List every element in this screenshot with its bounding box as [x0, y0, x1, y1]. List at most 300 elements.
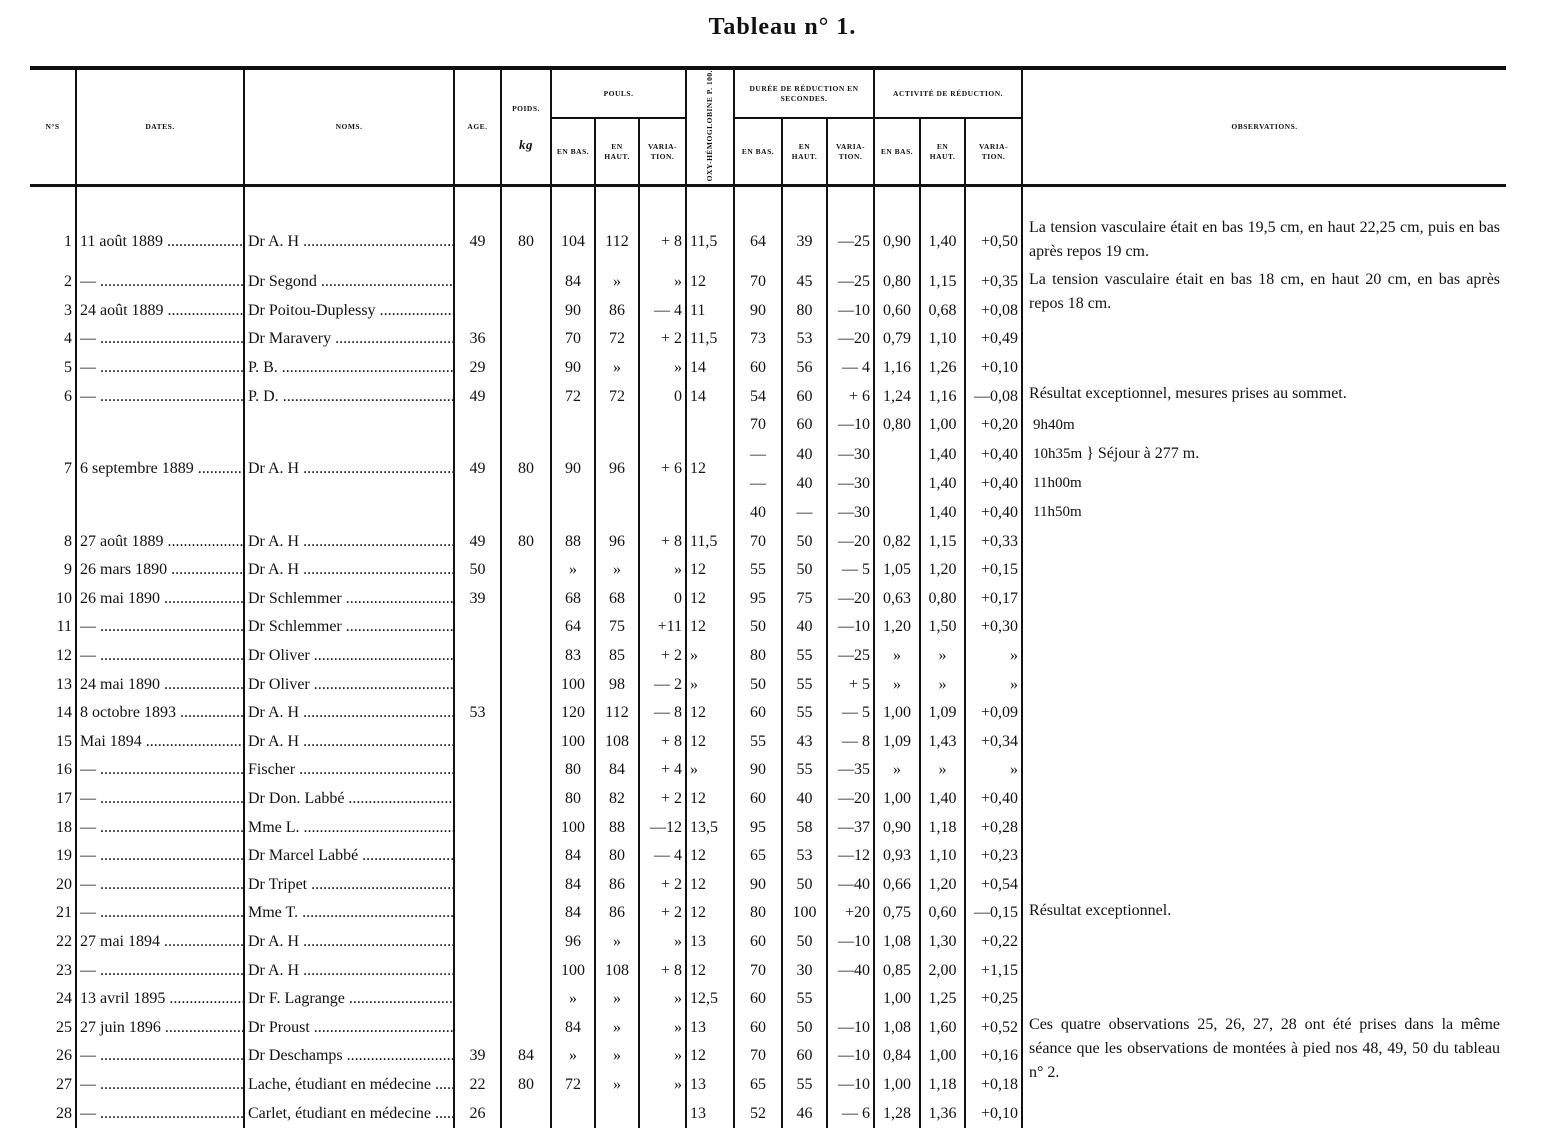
row-duree-var: —20	[827, 785, 874, 814]
row-duree-haut: 45	[782, 268, 827, 297]
row-date: 13 avril 1895 .....	[76, 985, 244, 1014]
row-pouls-bas: 100	[551, 956, 595, 985]
row-poids	[501, 728, 551, 757]
row-act-bas: 0,82	[874, 527, 920, 556]
row-pouls-haut: »	[595, 928, 639, 957]
row-age: 49	[454, 527, 501, 556]
row-duree-var: —30	[827, 440, 874, 469]
row-age: 22	[454, 1071, 501, 1100]
row-pouls-bas: 68	[551, 585, 595, 614]
table-row	[30, 842, 1506, 871]
row-pouls-haut: 88	[595, 813, 639, 842]
row-observation	[1022, 785, 1506, 814]
row-duree-var: —30	[827, 498, 874, 527]
row-oxy: 11,5	[686, 216, 734, 268]
row-pouls-bas: 90	[551, 296, 595, 325]
row-name: Dr Maravery .....	[244, 325, 454, 354]
row-pouls-haut: 98	[595, 670, 639, 699]
table-row	[30, 325, 1506, 354]
header-pouls: POULS.	[551, 70, 686, 118]
row-age: 29	[454, 354, 501, 383]
row-oxy: 12	[686, 899, 734, 928]
row-number: 25	[30, 1013, 76, 1042]
row-observation	[1022, 325, 1506, 354]
table-row	[30, 899, 1506, 928]
row-act-var: +0,52	[965, 1013, 1022, 1042]
row-poids	[501, 699, 551, 728]
row-act-var: +0,09	[965, 699, 1022, 728]
row-pouls-var: + 2	[639, 642, 686, 671]
row-observation	[1022, 642, 1506, 671]
row-act-var: +0,54	[965, 870, 1022, 899]
row-act-bas: 0,90	[874, 813, 920, 842]
row-duree-bas: 55	[734, 556, 782, 585]
row-pouls-bas: 100	[551, 728, 595, 757]
row-act-var: +0,28	[965, 813, 1022, 842]
row-pouls-haut	[595, 1099, 639, 1128]
row-oxy: 13	[686, 1071, 734, 1100]
row-duree-var: —20	[827, 527, 874, 556]
row-pouls-bas: 84	[551, 870, 595, 899]
row-duree-haut: 53	[782, 325, 827, 354]
row-observation	[1022, 411, 1506, 440]
table-row	[30, 813, 1506, 842]
row-duree-var: —25	[827, 268, 874, 297]
row-duree-bas: 65	[734, 1071, 782, 1100]
row-duree-haut: 100	[782, 899, 827, 928]
row-act-haut: 1,40	[920, 440, 965, 469]
row-number: 14	[30, 699, 76, 728]
table-row	[30, 382, 1506, 411]
row-pouls-var: »	[639, 556, 686, 585]
row-duree-var: —10	[827, 1013, 874, 1042]
row-number: 19	[30, 842, 76, 871]
row-pouls-haut: »	[595, 1013, 639, 1042]
row-pouls-var: — 8	[639, 699, 686, 728]
row-pouls-haut: 108	[595, 956, 639, 985]
table-row	[30, 670, 1506, 699]
row-age: 39	[454, 585, 501, 614]
row-duree-haut: 30	[782, 956, 827, 985]
row-date: — .....	[76, 870, 244, 899]
row-pouls-bas: 80	[551, 756, 595, 785]
row-act-haut: 1,25	[920, 985, 965, 1014]
row-pouls-haut: »	[595, 354, 639, 383]
row-act-var: »	[965, 670, 1022, 699]
row-act-bas: 0,93	[874, 842, 920, 871]
header-poids-unit: kg	[519, 137, 533, 153]
row-oxy: 12	[686, 1042, 734, 1071]
row-pouls-var: + 2	[639, 870, 686, 899]
row-duree-bas: 50	[734, 613, 782, 642]
row-duree-var: —10	[827, 928, 874, 957]
header-duree-haut: EN HAUT.	[782, 118, 827, 185]
table-row	[30, 756, 1506, 785]
row-act-bas: 0,63	[874, 585, 920, 614]
row-act-bas: 1,00	[874, 699, 920, 728]
row-oxy: 12	[686, 956, 734, 985]
row-duree-var: —30	[827, 469, 874, 498]
row-oxy: 13	[686, 928, 734, 957]
table-row	[30, 699, 1506, 728]
row-duree-haut: 60	[782, 382, 827, 411]
row-act-haut: 0,80	[920, 585, 965, 614]
row-duree-var: —37	[827, 813, 874, 842]
row-name: Mme T. .....	[244, 899, 454, 928]
row-act-bas: 0,66	[874, 870, 920, 899]
row-act-haut: »	[920, 642, 965, 671]
row-pouls-haut: 86	[595, 899, 639, 928]
row-pouls-var: + 8	[639, 527, 686, 556]
row-poids	[501, 585, 551, 614]
row-poids	[501, 296, 551, 325]
row-observation	[1022, 699, 1506, 728]
row-pouls-var: + 8	[639, 728, 686, 757]
row-poids	[501, 756, 551, 785]
table-row	[30, 585, 1506, 614]
row-date: — .....	[76, 382, 244, 411]
row-number: 7	[30, 411, 76, 528]
row-name: Dr Deschamps .....	[244, 1042, 454, 1071]
header-noms: NOMS.	[244, 70, 454, 186]
header-duree-bas: EN BAS.	[734, 118, 782, 185]
row-name: Dr Tripet .....	[244, 870, 454, 899]
row-duree-bas: 60	[734, 1013, 782, 1042]
row-act-var: +0,17	[965, 585, 1022, 614]
row-act-bas: 0,90	[874, 216, 920, 268]
row-number: 23	[30, 956, 76, 985]
row-duree-var: — 8	[827, 728, 874, 757]
header-pouls-var: VARIA-TION.	[639, 118, 686, 185]
row-name: Dr Schlemmer .....	[244, 585, 454, 614]
row-pouls-var: + 2	[639, 325, 686, 354]
row-duree-bas: 64	[734, 216, 782, 268]
row-act-haut: 1,10	[920, 325, 965, 354]
observation-text: Séjour à 277 m.	[1097, 445, 1200, 463]
row-number: 20	[30, 870, 76, 899]
row-pouls-var: —12	[639, 813, 686, 842]
row-name: P. D. .....	[244, 382, 454, 411]
table-frame	[30, 66, 1506, 1122]
header-oxy	[686, 70, 734, 186]
row-duree-bas: 80	[734, 899, 782, 928]
row-duree-bas: 95	[734, 585, 782, 614]
row-date: 26 mai 1890 .....	[76, 585, 244, 614]
row-pouls-var: 0	[639, 382, 686, 411]
row-poids	[501, 842, 551, 871]
row-poids	[501, 1013, 551, 1042]
row-observation: La tension vasculaire était en bas 19,5 cm, en haut 22,25 cm, puis en bas après repos 19 cm.	[1029, 219, 1501, 261]
row-pouls-bas: 64	[551, 613, 595, 642]
row-date: — .....	[76, 1099, 244, 1128]
row-age: 53	[454, 699, 501, 728]
row-date: — .....	[76, 642, 244, 671]
row-act-bas: 1,00	[874, 785, 920, 814]
row-duree-var: —10	[827, 1071, 874, 1100]
row-oxy: 12	[686, 842, 734, 871]
row-duree-haut: 40	[782, 469, 827, 498]
time-label: 11h00m	[1033, 475, 1082, 492]
row-duree-bas: 70	[734, 956, 782, 985]
row-act-haut: 1,15	[920, 527, 965, 556]
row-duree-bas: 52	[734, 1099, 782, 1128]
row-duree-haut: 46	[782, 1099, 827, 1128]
row-poids	[501, 613, 551, 642]
row-act-bas: »	[874, 756, 920, 785]
row-duree-haut: 50	[782, 527, 827, 556]
row-name: Lache, étudiant en médecine .....	[244, 1071, 454, 1100]
header-oxy-label: OXY-HÉMOGLOBINE P. 100.	[705, 70, 715, 182]
row-observation	[1022, 928, 1506, 957]
row-duree-bas: —	[734, 440, 782, 469]
row-poids	[501, 1099, 551, 1128]
row-name: Dr A. H .....	[244, 411, 454, 528]
row-act-haut: 1,09	[920, 699, 965, 728]
row-duree-var: —10	[827, 296, 874, 325]
row-pouls-var: — 4	[639, 842, 686, 871]
row-date: — .....	[76, 1071, 244, 1100]
row-duree-var: —10	[827, 1042, 874, 1071]
header-act-bas: EN BAS.	[874, 118, 920, 185]
row-pouls-haut: 108	[595, 728, 639, 757]
row-duree-haut: 43	[782, 728, 827, 757]
row-act-bas: 1,08	[874, 1013, 920, 1042]
row-pouls-bas: 70	[551, 325, 595, 354]
row-poids	[501, 956, 551, 985]
row-duree-bas: 95	[734, 813, 782, 842]
row-pouls-bas: 80	[551, 785, 595, 814]
row-act-haut: 1,50	[920, 613, 965, 642]
row-oxy: 11,5	[686, 527, 734, 556]
row-duree-bas: 70	[734, 527, 782, 556]
row-age	[454, 756, 501, 785]
row-observation	[1022, 813, 1506, 842]
row-act-haut: 1,40	[920, 498, 965, 527]
row-name: Dr A. H .....	[244, 527, 454, 556]
row-age	[454, 728, 501, 757]
row-age: 49	[454, 411, 501, 528]
row-act-bas: 1,16	[874, 354, 920, 383]
row-act-haut: »	[920, 670, 965, 699]
row-pouls-haut: 112	[595, 699, 639, 728]
row-observation	[1022, 440, 1506, 469]
row-age: 49	[454, 382, 501, 411]
data-table	[30, 70, 1506, 1128]
row-act-bas: 1,05	[874, 556, 920, 585]
time-label: 9h40m	[1033, 416, 1075, 433]
row-pouls-haut: 84	[595, 756, 639, 785]
row-pouls-bas: 84	[551, 1013, 595, 1042]
row-act-var: +0,18	[965, 1071, 1022, 1100]
row-duree-haut: 55	[782, 756, 827, 785]
row-oxy: 11	[686, 296, 734, 325]
row-age: 26	[454, 1099, 501, 1128]
table-row	[30, 785, 1506, 814]
row-act-bas: »	[874, 642, 920, 671]
row-duree-haut: 40	[782, 440, 827, 469]
header-pouls-haut: EN HAUT.	[595, 118, 639, 185]
row-pouls-var: »	[639, 1013, 686, 1042]
row-age	[454, 296, 501, 325]
row-duree-haut: 50	[782, 1013, 827, 1042]
row-pouls-haut: »	[595, 556, 639, 585]
row-date: 11 août 1889 .....	[76, 216, 244, 268]
row-duree-bas: 70	[734, 1042, 782, 1071]
row-pouls-var: + 8	[639, 216, 686, 268]
row-poids: 80	[501, 216, 551, 268]
row-act-haut: 0,68	[920, 296, 965, 325]
row-observation	[1022, 527, 1506, 556]
row-act-bas: 1,00	[874, 985, 920, 1014]
row-age	[454, 268, 501, 297]
row-name: Dr Segond .....	[244, 268, 454, 297]
row-number: 3	[30, 296, 76, 325]
row-name: Dr Marcel Labbé .....	[244, 842, 454, 871]
row-oxy: 14	[686, 382, 734, 411]
page-title: Tableau n° 1.	[708, 14, 857, 40]
row-duree-haut: 55	[782, 1071, 827, 1100]
row-act-var: +0,40	[965, 469, 1022, 498]
table-row	[30, 268, 1506, 297]
header-act-var: VARIA-TION.	[965, 118, 1022, 185]
row-name: Dr F. Lagrange .....	[244, 985, 454, 1014]
row-act-bas: 0,85	[874, 956, 920, 985]
row-date: 27 août 1889 .....	[76, 527, 244, 556]
row-duree-bas: 60	[734, 699, 782, 728]
row-date: — .....	[76, 842, 244, 871]
row-number: 21	[30, 899, 76, 928]
row-date: — .....	[76, 325, 244, 354]
row-act-haut: 1,26	[920, 354, 965, 383]
row-oxy: 12	[686, 613, 734, 642]
row-pouls-haut: 82	[595, 785, 639, 814]
row-duree-haut: 75	[782, 585, 827, 614]
row-duree-bas: 60	[734, 985, 782, 1014]
row-age: 36	[454, 325, 501, 354]
header-pouls-bas: EN BAS.	[551, 118, 595, 185]
row-name: Mme L. .....	[244, 813, 454, 842]
row-oxy: 12	[686, 699, 734, 728]
row-observation: La tension vasculaire était en bas 18 cm, en haut 20 cm, en bas après repos 18 cm.	[1029, 270, 1501, 312]
row-oxy: 13	[686, 1013, 734, 1042]
header-duree-var: VARIA-TION.	[827, 118, 874, 185]
row-age: 50	[454, 556, 501, 585]
row-duree-var: + 6	[827, 382, 874, 411]
table-row	[30, 613, 1506, 642]
row-act-haut: 1,18	[920, 813, 965, 842]
row-poids	[501, 325, 551, 354]
row-act-bas: 1,20	[874, 613, 920, 642]
header-age: AGE.	[454, 70, 501, 186]
row-pouls-haut: 72	[595, 325, 639, 354]
row-duree-haut: 53	[782, 842, 827, 871]
row-act-var: +0,40	[965, 498, 1022, 527]
row-pouls-haut: 80	[595, 842, 639, 871]
row-date: 27 juin 1896 .....	[76, 1013, 244, 1042]
row-pouls-bas: 100	[551, 813, 595, 842]
row-act-var: »	[965, 756, 1022, 785]
row-duree-haut: 50	[782, 870, 827, 899]
row-duree-haut: 58	[782, 813, 827, 842]
row-duree-haut: 39	[782, 216, 827, 268]
row-number: 22	[30, 928, 76, 957]
row-pouls-bas: »	[551, 985, 595, 1014]
row-date: — .....	[76, 1042, 244, 1071]
row-duree-haut: 80	[782, 296, 827, 325]
row-date: — .....	[76, 785, 244, 814]
row-act-haut: 1,30	[920, 928, 965, 957]
row-pouls-bas: 120	[551, 699, 595, 728]
row-pb: 90	[551, 411, 595, 528]
row-act-bas	[874, 440, 920, 469]
row-act-haut: 1,40	[920, 785, 965, 814]
row-pouls-bas: 84	[551, 899, 595, 928]
row-duree-bas: 90	[734, 296, 782, 325]
row-act-var: +0,16	[965, 1042, 1022, 1071]
row-act-var: +0,40	[965, 440, 1022, 469]
time-label: 11h50m	[1033, 504, 1082, 521]
row-date: — .....	[76, 756, 244, 785]
row-date: — .....	[76, 268, 244, 297]
row-duree-bas: 70	[734, 268, 782, 297]
row-duree-var: —20	[827, 585, 874, 614]
row-poids	[501, 268, 551, 297]
row-ph: 96	[595, 411, 639, 528]
row-date: 26 mars 1890 .....	[76, 556, 244, 585]
row-age	[454, 1013, 501, 1042]
row-duree-haut: 56	[782, 354, 827, 383]
row-duree-var: —35	[827, 756, 874, 785]
row-pouls-var	[639, 1099, 686, 1128]
row-name: Carlet, étudiant en médecine .....	[244, 1099, 454, 1128]
row-oxy: »	[686, 756, 734, 785]
row-pouls-haut: 112	[595, 216, 639, 268]
row-duree-bas: 65	[734, 842, 782, 871]
row-duree-bas: 80	[734, 642, 782, 671]
row-oxy: 12,5	[686, 985, 734, 1014]
row-observation	[1022, 613, 1506, 642]
row-act-haut: »	[920, 756, 965, 785]
row-age	[454, 670, 501, 699]
row-name: Dr A. H .....	[244, 928, 454, 957]
row-act-haut: 1,15	[920, 268, 965, 297]
row-act-var: +0,20	[965, 411, 1022, 440]
row-observation	[1022, 956, 1506, 985]
row-poids	[501, 899, 551, 928]
row-duree-haut: 40	[782, 613, 827, 642]
row-pouls-haut: 86	[595, 296, 639, 325]
row-duree-haut: —	[782, 498, 827, 527]
row-date: — .....	[76, 354, 244, 383]
row-act-var: +0,08	[965, 296, 1022, 325]
row-poids	[501, 354, 551, 383]
row-age	[454, 613, 501, 642]
row-oxy: 12	[686, 728, 734, 757]
row-pouls-haut: »	[595, 1042, 639, 1071]
row-observation	[1022, 354, 1506, 383]
header-dates: DATES.	[76, 70, 244, 186]
row-pouls-var: +11	[639, 613, 686, 642]
row-date: 24 mai 1890 .....	[76, 670, 244, 699]
row-pouls-var: + 2	[639, 899, 686, 928]
row-pouls-bas: 72	[551, 382, 595, 411]
row-name: Dr Oliver .....	[244, 670, 454, 699]
row-pouls-var: »	[639, 354, 686, 383]
row-oxy: 12	[686, 785, 734, 814]
row-pv: + 6	[639, 411, 686, 528]
row-oxy: »	[686, 670, 734, 699]
row-observation	[1022, 498, 1506, 527]
